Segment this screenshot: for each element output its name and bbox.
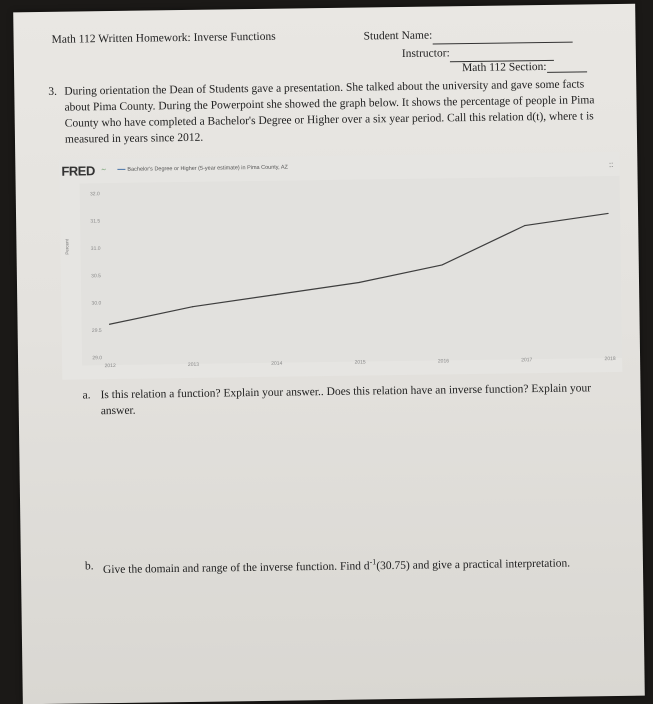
- question-a: [82, 380, 600, 419]
- x-tick-label: 2017: [521, 357, 533, 364]
- chart-svg: [59, 152, 622, 380]
- x-tick-label: 2015: [354, 359, 366, 366]
- chart-legend-text: Bachelor's Degree or Higher (5-year estimate) in Pima County, AZ: [127, 164, 288, 173]
- question-b-text-before: Give the domain and range of the inverse function. Find d: [102, 560, 370, 577]
- y-tick-label: 30.5: [91, 273, 101, 280]
- fred-logo: FRED: [61, 163, 95, 179]
- section-label: Math 112 Section:: [461, 60, 547, 75]
- question-a-text: Is this relation a function? Explain your answer.. Does this relation have an inverse function? Explain your answer.: [100, 382, 592, 418]
- worksheet-page: [13, 4, 645, 704]
- fred-chart: [59, 152, 622, 380]
- x-tick-label: 2014: [271, 360, 283, 367]
- question-3-number: 3.: [48, 85, 58, 98]
- section-line: [546, 59, 586, 73]
- y-tick-label: 32.0: [89, 191, 100, 198]
- chart-menu-icon: ::: [608, 160, 614, 170]
- y-tick-label: 31.5: [90, 218, 101, 225]
- fred-logo-mark-icon: ~: [101, 165, 106, 175]
- x-tick-label: 2012: [104, 362, 116, 370]
- student-name-label: Student Name:: [363, 29, 433, 43]
- y-tick-label: 30.0: [91, 300, 102, 307]
- y-axis-label: Percent: [64, 239, 70, 255]
- question-b-label: b.: [84, 560, 94, 573]
- series-line: [108, 213, 609, 324]
- x-tick-label: 2013: [187, 361, 200, 368]
- x-tick-label: 2018: [604, 355, 616, 363]
- question-a-label: a.: [82, 389, 91, 402]
- question-b: [84, 551, 603, 578]
- worksheet-title: Math 112 Written Homework: Inverse Functions: [51, 30, 276, 46]
- question-3-text: During orientation the Dean of Students gave a presentation. She talked about the university and gave some facts about Pima County. During the Powerpoint she showed the graph below. It shows the percentage of people in Pima County who have completed a Bachelor's Degree or Higher over a six year period. Call this relation d(t), where t is measured in years since 2012.: [64, 78, 595, 146]
- y-tick-label: 29.5: [91, 327, 102, 334]
- y-tick-label: 29.0: [92, 355, 103, 362]
- question-b-text-after: (30.75) and give a practical interpretation.: [376, 557, 571, 573]
- instructor-label: Instructor:: [401, 47, 450, 60]
- inverse-superscript: -1: [369, 557, 377, 567]
- section-field: [462, 59, 587, 74]
- question-3: [48, 76, 595, 147]
- y-tick-label: 31.0: [90, 245, 101, 252]
- header-fields: [363, 25, 572, 64]
- x-tick-label: 2016: [437, 358, 450, 365]
